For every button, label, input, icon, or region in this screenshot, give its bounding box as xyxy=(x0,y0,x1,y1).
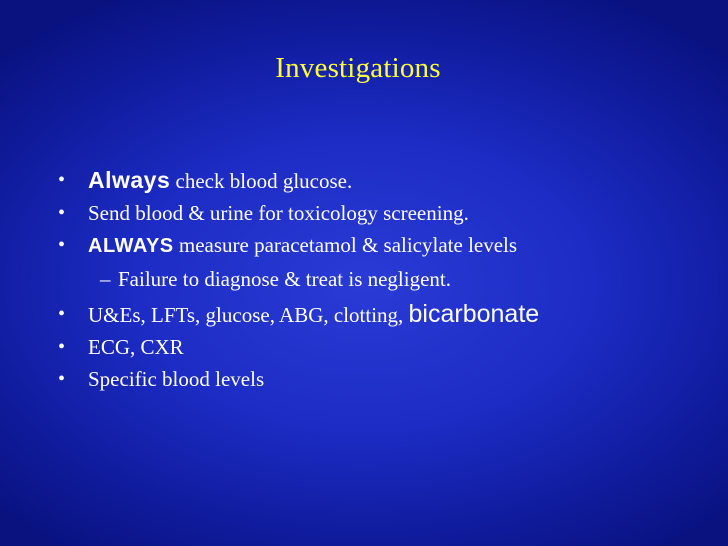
bullet-list xyxy=(58,164,718,395)
bullet-text: U&Es, LFTs, glucose, ABG, clotting, xyxy=(88,303,409,327)
bullet-item-toxicology xyxy=(58,197,718,229)
slide-title: Investigations xyxy=(275,52,441,84)
bullet-item-bloods xyxy=(58,298,718,331)
bullet-text: ECG, CXR xyxy=(88,335,184,359)
bullet-text: measure paracetamol & salicylate levels xyxy=(173,233,518,257)
bullet-icon: • xyxy=(58,336,66,358)
bullet-emphasis: Always xyxy=(88,167,171,193)
bullet-icon: • xyxy=(58,169,66,191)
sub-bullet-text: Failure to diagnose & treat is negligent. xyxy=(118,267,452,291)
bullet-text: check blood glucose. xyxy=(170,169,353,193)
bullet-item-glucose xyxy=(58,164,718,197)
bullet-emphasis: ALWAYS xyxy=(88,235,174,257)
bullet-icon: • xyxy=(58,303,66,325)
bullet-item-ecg xyxy=(58,331,718,363)
bullet-emphasis: bicarbonate xyxy=(408,300,540,328)
sub-bullet-item-negligence xyxy=(58,262,718,296)
bullet-icon: • xyxy=(58,202,66,224)
bullet-text: Specific blood levels xyxy=(88,367,265,391)
bullet-icon: • xyxy=(58,368,66,390)
bullet-item-specific-levels xyxy=(58,363,718,395)
bullet-icon: • xyxy=(58,234,66,256)
bullet-item-paracetamol xyxy=(58,229,718,262)
bullet-text: Send blood & urine for toxicology screening. xyxy=(88,201,469,225)
dash-icon: – xyxy=(100,267,111,291)
